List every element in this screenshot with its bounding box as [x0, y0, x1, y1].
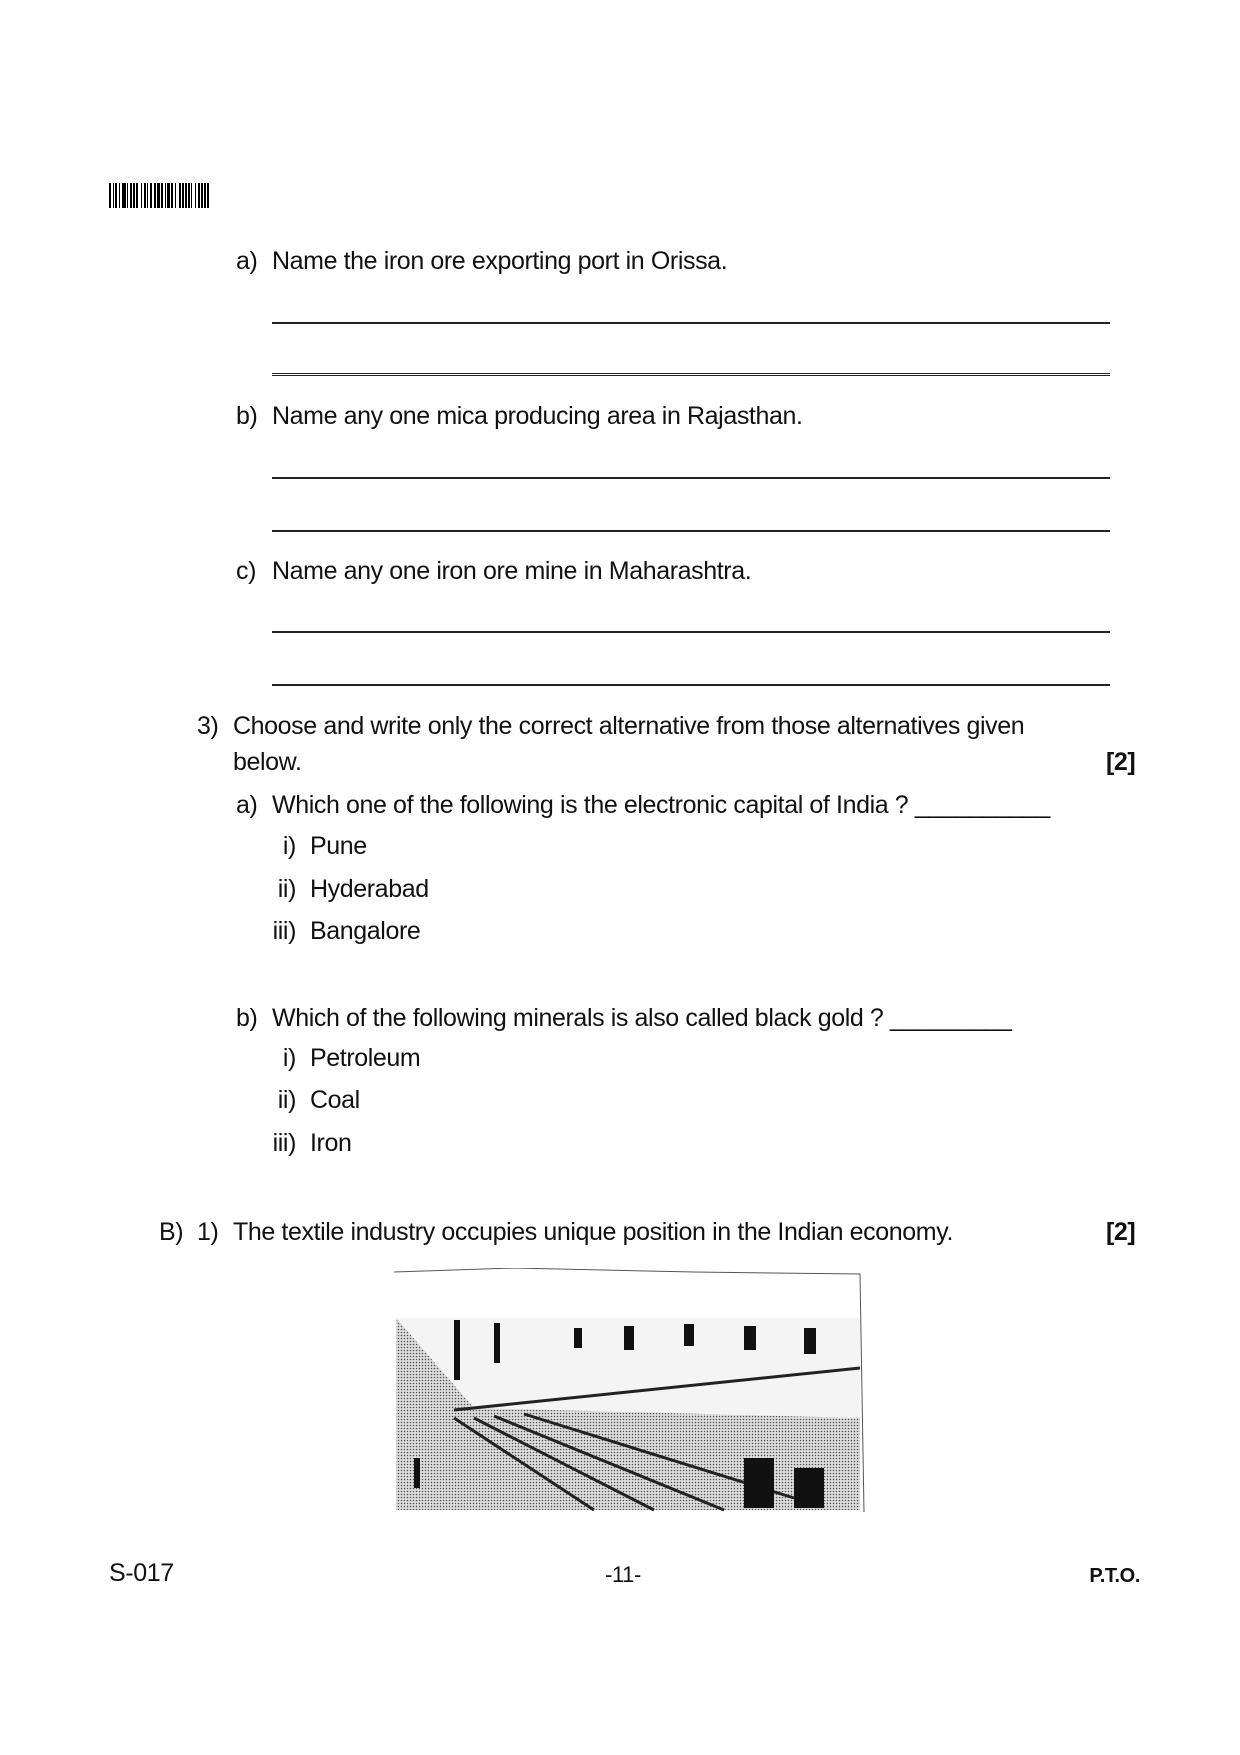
barcode-bar — [207, 183, 209, 208]
question-a-label: a) — [236, 247, 258, 275]
answer-line[interactable] — [272, 373, 1110, 376]
question-c-label: c) — [236, 557, 257, 585]
q3b-label: b) — [236, 1004, 258, 1032]
q3a-option-num: i) — [282, 832, 296, 860]
question-c-text: Name any one iron ore mine in Maharashtra. — [272, 557, 752, 585]
q3b-option: Coal — [310, 1086, 360, 1114]
q3b-option-num: iii) — [272, 1129, 296, 1157]
q3b-option: Petroleum — [310, 1044, 421, 1072]
barcode — [109, 183, 248, 208]
question-b-label: b) — [236, 402, 258, 430]
section-b-marks: [2] — [1106, 1218, 1136, 1246]
question-a-text: Name the iron ore exporting port in Orissa. — [272, 247, 728, 275]
question-b-text: Name any one mica producing area in Rajasthan. — [272, 402, 803, 430]
q3a-text: Which one of the following is the electronic capital of India ? __________ — [272, 791, 1050, 819]
footer-pto: P.T.O. — [1089, 1565, 1140, 1587]
section-b-text: The textile industry occupies unique position in the Indian economy. — [233, 1218, 954, 1246]
q3-text-line1: Choose and write only the correct alternative from those alternatives given — [233, 712, 1025, 740]
section-b-number: 1) — [197, 1218, 219, 1246]
textile-mill-photo — [394, 1268, 866, 1512]
q3-marks: [2] — [1106, 748, 1136, 776]
answer-line[interactable] — [272, 631, 1110, 633]
q3b-option: Iron — [310, 1129, 352, 1157]
q3a-option: Hyderabad — [310, 875, 429, 903]
answer-line[interactable] — [272, 530, 1110, 532]
q3a-option-num: ii) — [277, 875, 296, 903]
answer-line[interactable] — [272, 322, 1110, 324]
q3b-text: Which of the following minerals is also called black gold ? _________ — [272, 1004, 1012, 1032]
footer-code: S-017 — [109, 1559, 174, 1587]
q3b-option-num: ii) — [277, 1086, 296, 1114]
q3b-option-num: i) — [282, 1044, 296, 1072]
footer-page-number: -11- — [605, 1562, 641, 1587]
answer-line[interactable] — [272, 477, 1110, 479]
q3a-option: Pune — [310, 832, 367, 860]
q3a-option-num: iii) — [272, 917, 296, 945]
q3-number: 3) — [197, 712, 219, 740]
section-b-label: B) — [159, 1218, 184, 1246]
q3a-label: a) — [236, 791, 258, 819]
q3a-option: Bangalore — [310, 917, 421, 945]
answer-line[interactable] — [272, 684, 1110, 686]
q3-text-line2: below. — [233, 748, 302, 776]
